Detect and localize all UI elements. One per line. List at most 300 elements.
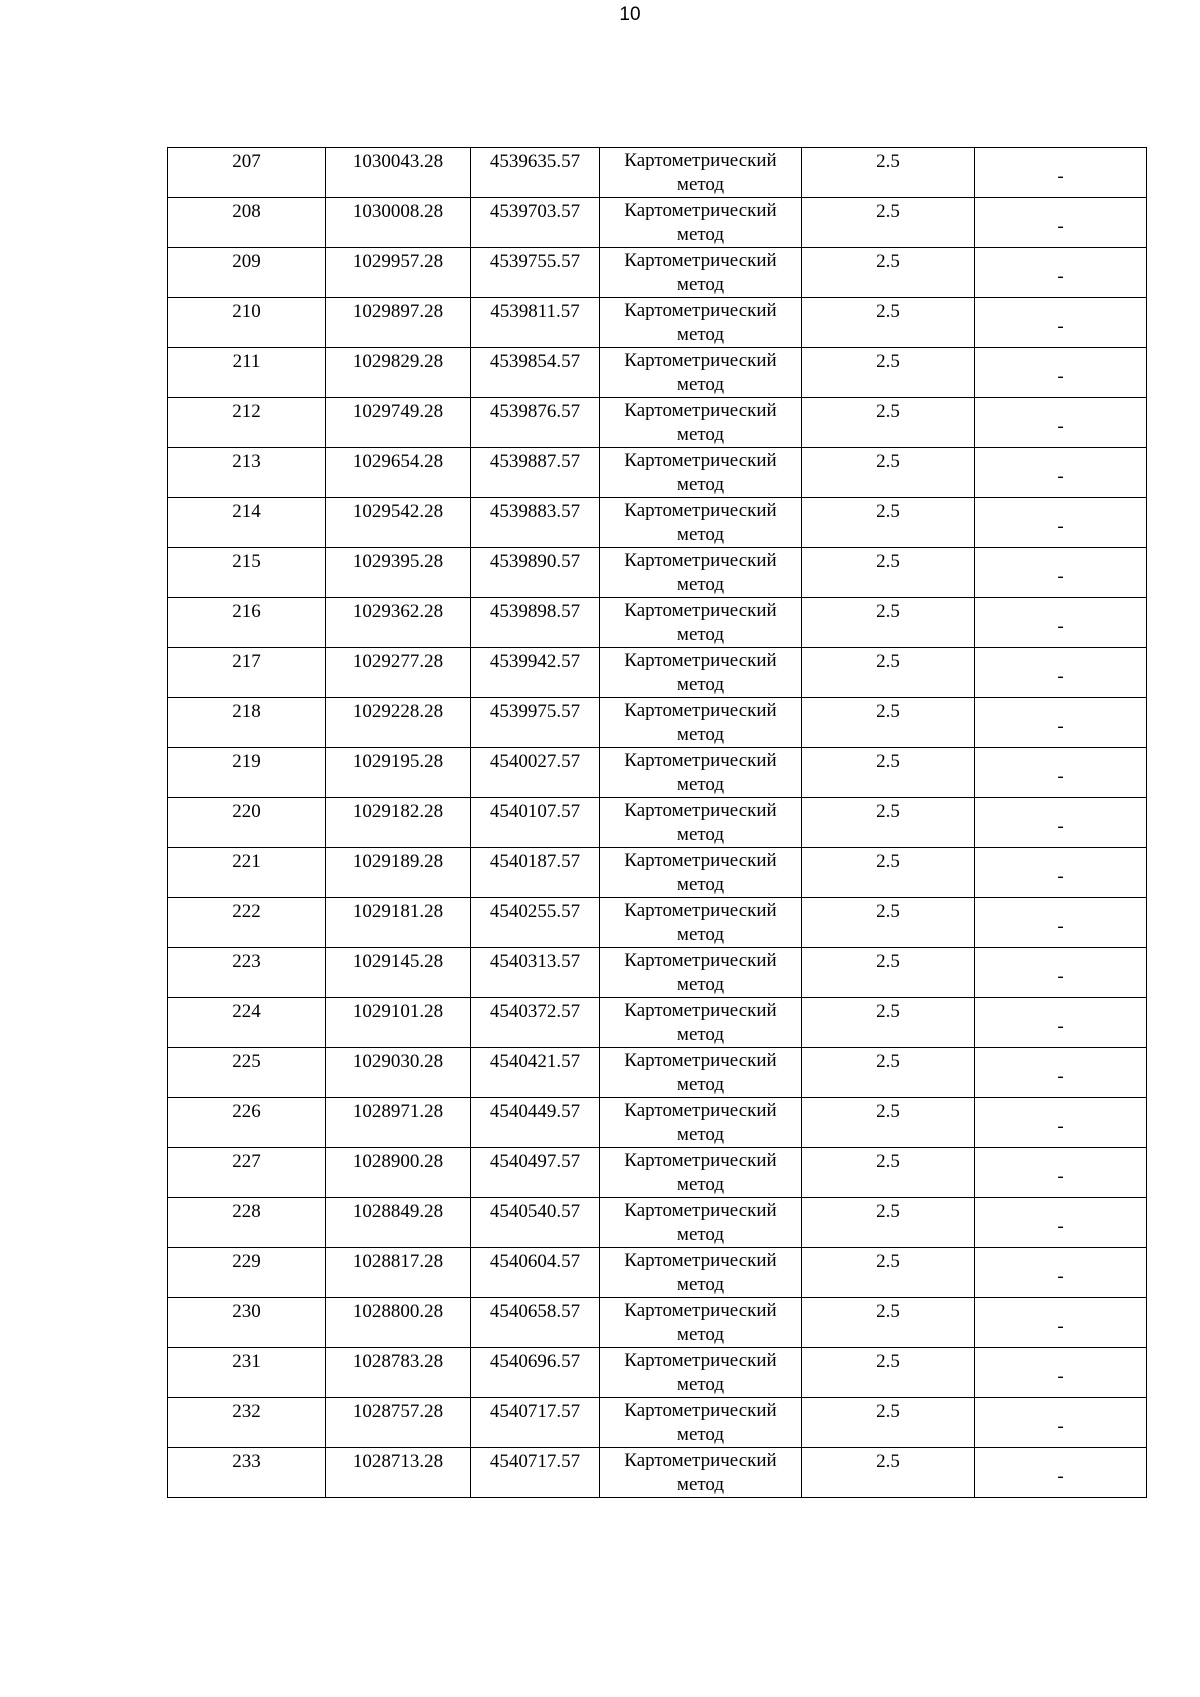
table-row [168,598,1147,648]
y-coordinate-cell-text: 4540187.57 [489,851,581,872]
y-coordinate-cell-text: 4539898.57 [489,601,581,622]
accuracy-cell [802,1448,975,1498]
point-number-cell [168,1298,326,1348]
table-row [168,1448,1147,1498]
method-cell-text: Картометрический метод [624,400,777,445]
y-coordinate-cell [471,1098,600,1148]
x-coordinate-cell [326,598,471,648]
point-number-cell-text: 231 [232,1351,261,1372]
x-coordinate-cell [326,1348,471,1398]
note-cell [975,748,1147,798]
table-row [168,198,1147,248]
table-row [168,1048,1147,1098]
accuracy-cell-text: 2.5 [876,1151,900,1172]
y-coordinate-cell-text: 4539811.57 [490,301,580,322]
x-coordinate-cell-text: 1029277.28 [352,651,444,672]
point-number-cell-text: 207 [232,151,261,172]
note-cell [975,548,1147,598]
accuracy-cell-text: 2.5 [876,601,900,622]
x-coordinate-cell-text: 1029957.28 [352,251,444,272]
method-cell [600,648,802,698]
x-coordinate-cell [326,998,471,1048]
point-number-cell-text: 214 [232,501,261,522]
accuracy-cell [802,748,975,798]
method-cell [600,1048,802,1098]
method-cell-text: Картометрический метод [624,850,777,895]
x-coordinate-cell-text: 1029228.28 [352,701,444,722]
point-number-cell-text: 222 [232,901,261,922]
note-cell [975,498,1147,548]
note-cell-text: - [1057,165,1064,187]
note-cell [975,1448,1147,1498]
x-coordinate-cell [326,348,471,398]
x-coordinate-cell [326,298,471,348]
accuracy-cell [802,348,975,398]
accuracy-cell [802,648,975,698]
accuracy-cell [802,1198,975,1248]
note-cell [975,898,1147,948]
accuracy-cell-text: 2.5 [876,901,900,922]
note-cell-text: - [1057,765,1064,787]
note-cell [975,998,1147,1048]
point-number-cell [168,248,326,298]
point-number-cell [168,298,326,348]
y-coordinate-cell-text: 4539876.57 [489,401,581,422]
y-coordinate-cell [471,798,600,848]
coordinates-table-body [168,148,1147,1498]
x-coordinate-cell-text: 1028783.28 [352,1351,444,1372]
point-number-cell [168,948,326,998]
method-cell [600,548,802,598]
x-coordinate-cell-text: 1029189.28 [352,851,444,872]
point-number-cell [168,1198,326,1248]
x-coordinate-cell [326,548,471,598]
y-coordinate-cell [471,398,600,448]
note-cell [975,1298,1147,1348]
x-coordinate-cell-text: 1030008.28 [352,201,444,222]
note-cell [975,248,1147,298]
accuracy-cell-text: 2.5 [876,651,900,672]
accuracy-cell [802,698,975,748]
note-cell [975,298,1147,348]
method-cell-text: Картометрический метод [624,1050,777,1095]
note-cell [975,948,1147,998]
table-row [168,1148,1147,1198]
page-number: 10 [619,4,641,25]
note-cell [975,1148,1147,1198]
method-cell [600,898,802,948]
method-cell [600,198,802,248]
note-cell [975,1098,1147,1148]
method-cell [600,1298,802,1348]
x-coordinate-cell-text: 1029362.28 [352,601,444,622]
method-cell-text: Картометрический метод [624,750,777,795]
table-row [168,398,1147,448]
note-cell [975,148,1147,198]
point-number-cell [168,748,326,798]
point-number-cell [168,1348,326,1398]
method-cell [600,298,802,348]
y-coordinate-cell-text: 4539942.57 [489,651,581,672]
method-cell-text: Картометрический метод [624,1300,777,1345]
x-coordinate-cell [326,1248,471,1298]
accuracy-cell-text: 2.5 [876,751,900,772]
y-coordinate-cell [471,548,600,598]
accuracy-cell-text: 2.5 [876,1201,900,1222]
accuracy-cell-text: 2.5 [876,151,900,172]
note-cell-text: - [1057,715,1064,737]
y-coordinate-cell-text: 4539755.57 [489,251,581,272]
x-coordinate-cell-text: 1028849.28 [352,1201,444,1222]
note-cell-text: - [1057,815,1064,837]
point-number-cell [168,348,326,398]
x-coordinate-cell-text: 1029395.28 [352,551,444,572]
method-cell-text: Картометрический метод [624,250,777,295]
y-coordinate-cell-text: 4540717.57 [489,1451,581,1472]
point-number-cell [168,1448,326,1498]
x-coordinate-cell [326,498,471,548]
method-cell [600,998,802,1048]
note-cell-text: - [1057,365,1064,387]
method-cell-text: Картометрический метод [624,550,777,595]
note-cell [975,1398,1147,1448]
method-cell [600,1198,802,1248]
x-coordinate-cell-text: 1028713.28 [352,1451,444,1472]
point-number-cell-text: 217 [232,651,261,672]
y-coordinate-cell [471,598,600,648]
accuracy-cell [802,448,975,498]
point-number-cell-text: 209 [232,251,261,272]
method-cell-text: Картометрический метод [624,650,777,695]
method-cell [600,398,802,448]
note-cell [975,1248,1147,1298]
accuracy-cell [802,1348,975,1398]
method-cell-text: Картометрический метод [624,1000,777,1045]
x-coordinate-cell [326,448,471,498]
x-coordinate-cell [326,248,471,298]
point-number-cell [168,1048,326,1098]
note-cell-text: - [1057,265,1064,287]
point-number-cell [168,198,326,248]
note-cell-text: - [1057,415,1064,437]
x-coordinate-cell-text: 1029182.28 [352,801,444,822]
y-coordinate-cell [471,448,600,498]
table-row [168,648,1147,698]
point-number-cell [168,548,326,598]
x-coordinate-cell [326,948,471,998]
note-cell-text: - [1057,315,1064,337]
method-cell [600,598,802,648]
method-cell [600,848,802,898]
point-number-cell [168,798,326,848]
table-row [168,498,1147,548]
point-number-cell-text: 213 [232,451,261,472]
x-coordinate-cell-text: 1028900.28 [352,1151,444,1172]
y-coordinate-cell-text: 4540658.57 [489,1301,581,1322]
method-cell-text: Картометрический метод [624,450,777,495]
table-row [168,298,1147,348]
point-number-cell [168,598,326,648]
x-coordinate-cell [326,1448,471,1498]
point-number-cell [168,898,326,948]
method-cell-text: Картометрический метод [624,700,777,745]
accuracy-cell-text: 2.5 [876,451,900,472]
note-cell-text: - [1057,1115,1064,1137]
method-cell-text: Картометрический метод [624,200,777,245]
accuracy-cell [802,1248,975,1298]
point-number-cell-text: 219 [232,751,261,772]
point-number-cell-text: 210 [232,301,261,322]
method-cell [600,498,802,548]
x-coordinate-cell-text: 1029101.28 [352,1001,444,1022]
accuracy-cell-text: 2.5 [876,951,900,972]
point-number-cell [168,1148,326,1198]
method-cell-text: Картометрический метод [624,1250,777,1295]
point-number-cell [168,398,326,448]
table-row [168,698,1147,748]
table-row [168,548,1147,598]
y-coordinate-cell-text: 4540255.57 [489,901,581,922]
method-cell-text: Картометрический метод [624,600,777,645]
x-coordinate-cell [326,1098,471,1148]
x-coordinate-cell [326,198,471,248]
method-cell-text: Картометрический метод [624,500,777,545]
method-cell-text: Картометрический метод [624,350,777,395]
y-coordinate-cell [471,498,600,548]
point-number-cell [168,498,326,548]
table-row [168,1198,1147,1248]
accuracy-cell-text: 2.5 [876,851,900,872]
note-cell-text: - [1057,1065,1064,1087]
point-number-cell-text: 212 [232,401,261,422]
y-coordinate-cell-text: 4540696.57 [489,1351,581,1372]
method-cell [600,248,802,298]
note-cell-text: - [1057,1165,1064,1187]
accuracy-cell [802,148,975,198]
note-cell-text: - [1057,915,1064,937]
method-cell [600,798,802,848]
method-cell-text: Картометрический метод [624,1200,777,1245]
y-coordinate-cell [471,898,600,948]
note-cell-text: - [1057,965,1064,987]
method-cell [600,1448,802,1498]
x-coordinate-cell [326,1398,471,1448]
accuracy-cell-text: 2.5 [876,1001,900,1022]
accuracy-cell-text: 2.5 [876,501,900,522]
y-coordinate-cell [471,698,600,748]
x-coordinate-cell [326,1148,471,1198]
point-number-cell-text: 208 [232,201,261,222]
note-cell [975,848,1147,898]
method-cell [600,348,802,398]
accuracy-cell [802,298,975,348]
y-coordinate-cell [471,1148,600,1198]
method-cell-text: Картометрический метод [624,1150,777,1195]
table-row [168,1348,1147,1398]
table-row [168,1248,1147,1298]
coordinates-table [167,147,1147,1498]
accuracy-cell-text: 2.5 [876,551,900,572]
table-row [168,248,1147,298]
accuracy-cell-text: 2.5 [876,1101,900,1122]
table-row [168,948,1147,998]
y-coordinate-cell [471,998,600,1048]
x-coordinate-cell [326,898,471,948]
point-number-cell-text: 228 [232,1201,261,1222]
y-coordinate-cell [471,948,600,998]
method-cell [600,748,802,798]
point-number-cell-text: 230 [232,1301,261,1322]
point-number-cell [168,998,326,1048]
y-coordinate-cell [471,1198,600,1248]
point-number-cell-text: 224 [232,1001,261,1022]
table-row [168,348,1147,398]
accuracy-cell-text: 2.5 [876,1451,900,1472]
method-cell-text: Картометрический метод [624,1400,777,1445]
y-coordinate-cell [471,648,600,698]
accuracy-cell-text: 2.5 [876,701,900,722]
accuracy-cell-text: 2.5 [876,1251,900,1272]
point-number-cell-text: 232 [232,1401,261,1422]
note-cell [975,1198,1147,1248]
point-number-cell [168,648,326,698]
note-cell-text: - [1057,1015,1064,1037]
method-cell-text: Картометрический метод [624,950,777,995]
y-coordinate-cell-text: 4540449.57 [489,1101,581,1122]
x-coordinate-cell [326,698,471,748]
point-number-cell [168,148,326,198]
point-number-cell-text: 223 [232,951,261,972]
x-coordinate-cell [326,648,471,698]
accuracy-cell [802,1298,975,1348]
accuracy-cell [802,1048,975,1098]
y-coordinate-cell [471,1248,600,1298]
note-cell [975,448,1147,498]
accuracy-cell-text: 2.5 [876,801,900,822]
point-number-cell-text: 218 [232,701,261,722]
point-number-cell [168,1398,326,1448]
accuracy-cell-text: 2.5 [876,201,900,222]
x-coordinate-cell-text: 1029145.28 [352,951,444,972]
method-cell [600,698,802,748]
x-coordinate-cell [326,398,471,448]
note-cell [975,198,1147,248]
y-coordinate-cell [471,1398,600,1448]
y-coordinate-cell-text: 4540027.57 [489,751,581,772]
x-coordinate-cell-text: 1029897.28 [352,301,444,322]
method-cell [600,448,802,498]
accuracy-cell-text: 2.5 [876,251,900,272]
accuracy-cell-text: 2.5 [876,1351,900,1372]
method-cell-text: Картометрический метод [624,900,777,945]
method-cell-text: Картометрический метод [624,1350,777,1395]
y-coordinate-cell-text: 4539703.57 [489,201,581,222]
table-row [168,998,1147,1048]
x-coordinate-cell [326,1048,471,1098]
method-cell-text: Картометрический метод [624,1450,777,1495]
method-cell [600,1248,802,1298]
method-cell-text: Картометрический метод [624,800,777,845]
y-coordinate-cell-text: 4540540.57 [489,1201,581,1222]
accuracy-cell-text: 2.5 [876,401,900,422]
accuracy-cell [802,798,975,848]
y-coordinate-cell [471,1448,600,1498]
method-cell-text: Картометрический метод [624,1100,777,1145]
table-row [168,848,1147,898]
accuracy-cell [802,398,975,448]
x-coordinate-cell [326,1298,471,1348]
x-coordinate-cell [326,848,471,898]
accuracy-cell [802,898,975,948]
y-coordinate-cell-text: 4539975.57 [489,701,581,722]
note-cell-text: - [1057,515,1064,537]
accuracy-cell-text: 2.5 [876,1301,900,1322]
y-coordinate-cell-text: 4540313.57 [489,951,581,972]
method-cell [600,1148,802,1198]
y-coordinate-cell [471,248,600,298]
x-coordinate-cell-text: 1028757.28 [352,1401,444,1422]
accuracy-cell [802,1398,975,1448]
x-coordinate-cell [326,748,471,798]
point-number-cell [168,698,326,748]
x-coordinate-cell-text: 1029195.28 [352,751,444,772]
y-coordinate-cell [471,198,600,248]
point-number-cell-text: 225 [232,1051,261,1072]
note-cell-text: - [1057,865,1064,887]
y-coordinate-cell [471,148,600,198]
y-coordinate-cell-text: 4540421.57 [489,1051,581,1072]
note-cell [975,698,1147,748]
y-coordinate-cell [471,1048,600,1098]
note-cell-text: - [1057,465,1064,487]
accuracy-cell [802,1098,975,1148]
accuracy-cell [802,848,975,898]
table-row [168,448,1147,498]
x-coordinate-cell-text: 1029181.28 [352,901,444,922]
accuracy-cell [802,1148,975,1198]
method-cell [600,948,802,998]
note-cell-text: - [1057,1465,1064,1487]
x-coordinate-cell-text: 1029654.28 [352,451,444,472]
note-cell-text: - [1057,565,1064,587]
y-coordinate-cell-text: 4539854.57 [489,351,581,372]
method-cell-text: Картометрический метод [624,300,777,345]
note-cell [975,648,1147,698]
note-cell [975,348,1147,398]
y-coordinate-cell-text: 4539883.57 [489,501,581,522]
y-coordinate-cell [471,748,600,798]
x-coordinate-cell-text: 1030043.28 [352,151,444,172]
accuracy-cell [802,198,975,248]
point-number-cell-text: 226 [232,1101,261,1122]
table-row [168,1298,1147,1348]
accuracy-cell-text: 2.5 [876,1401,900,1422]
table-row [168,148,1147,198]
x-coordinate-cell-text: 1028817.28 [352,1251,444,1272]
x-coordinate-cell-text: 1029829.28 [352,351,444,372]
y-coordinate-cell-text: 4540372.57 [489,1001,581,1022]
point-number-cell-text: 211 [232,351,261,372]
y-coordinate-cell-text: 4539890.57 [489,551,581,572]
y-coordinate-cell-text: 4540107.57 [489,801,581,822]
table-row [168,798,1147,848]
point-number-cell-text: 216 [232,601,261,622]
y-coordinate-cell-text: 4540604.57 [489,1251,581,1272]
y-coordinate-cell-text: 4539635.57 [489,151,581,172]
x-coordinate-cell-text: 1029542.28 [352,501,444,522]
point-number-cell-text: 229 [232,1251,261,1272]
note-cell-text: - [1057,1315,1064,1337]
